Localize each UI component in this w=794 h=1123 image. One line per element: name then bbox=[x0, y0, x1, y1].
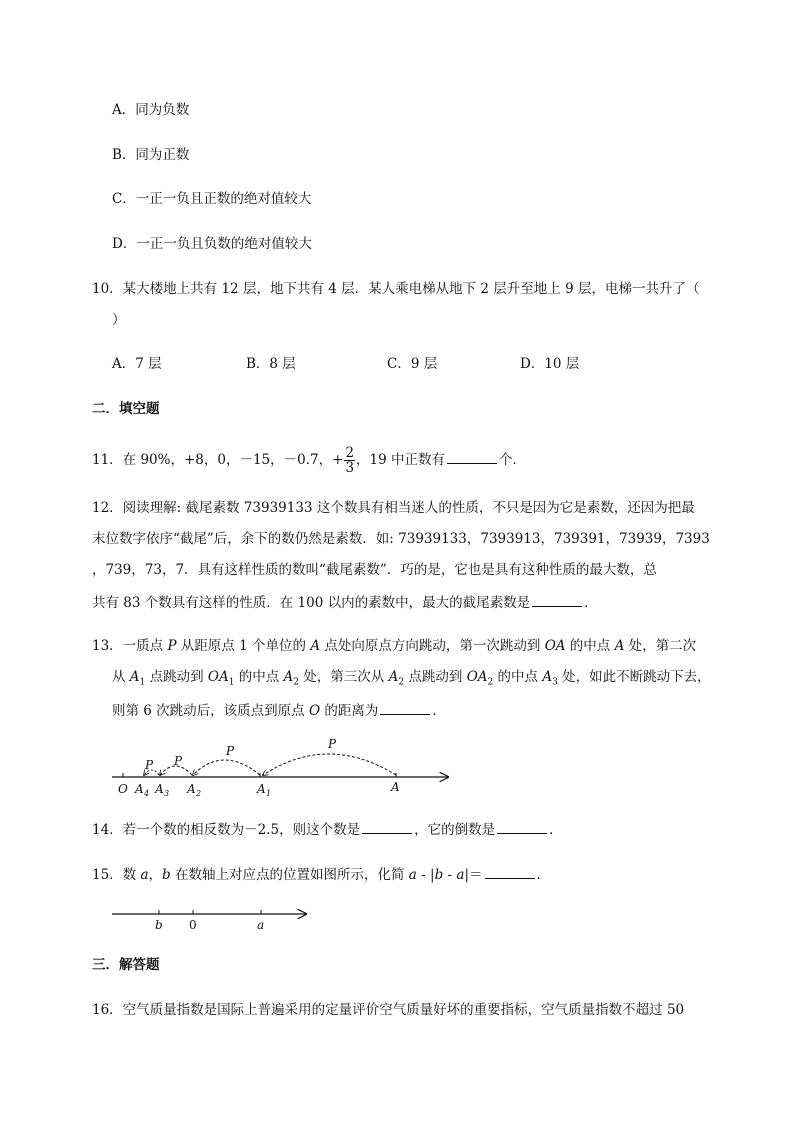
q12-line-1: 12．阅读理解: 截尾素数 73939133 这个数具有相当迷人的性质，不只是因为它是素数，还因为把最 bbox=[92, 500, 695, 516]
text: 点跳动到 bbox=[145, 669, 208, 685]
q10-option-c: C．9 层 bbox=[387, 356, 438, 372]
fraction bbox=[344, 446, 355, 475]
text: 处，第三次从 bbox=[299, 669, 389, 685]
label-p: P bbox=[145, 758, 154, 772]
q15-number-line bbox=[108, 900, 328, 936]
q9-option-d: D．一正一负且负数的绝对值较大 bbox=[112, 236, 312, 252]
subscript: 1 bbox=[139, 677, 146, 688]
var-a: a bbox=[140, 867, 149, 883]
label-a1: A bbox=[257, 782, 266, 796]
text: ． bbox=[536, 867, 550, 883]
q11-end: 个． bbox=[499, 452, 527, 468]
var-p: P bbox=[167, 638, 177, 654]
subscript: 3 bbox=[552, 677, 558, 688]
q11 bbox=[92, 446, 526, 475]
q9-option-c: C．一正一负且正数的绝对值较大 bbox=[112, 191, 312, 207]
q9-option-b: B．同为正数 bbox=[112, 147, 190, 163]
var-a: A bbox=[310, 638, 321, 654]
text: 点处向原点方向跳动，第一次跳动到 bbox=[320, 638, 545, 654]
q12-line-3: ，739，73，7．具有这样性质的数叫“截尾素数”．巧的是，它也是具有这种性质的最大数，总 bbox=[92, 562, 657, 578]
subscript: 2 bbox=[398, 677, 405, 688]
q14 bbox=[92, 819, 563, 840]
label-b: b bbox=[155, 918, 163, 932]
var-oa: OA bbox=[544, 638, 566, 654]
q11-text: 11．在 90%，+8，0，－15，－0.7，+ bbox=[92, 452, 344, 468]
text: - | bbox=[416, 867, 435, 883]
var-oa2: OA bbox=[466, 669, 488, 685]
subscript: 1 bbox=[228, 677, 235, 688]
label-a: A bbox=[391, 780, 400, 794]
q9-option-a: A．同为负数 bbox=[112, 102, 190, 118]
q13-line-2 bbox=[112, 667, 711, 693]
section-answer-heading: 三．解答题 bbox=[92, 957, 160, 973]
q13-line-3 bbox=[112, 700, 446, 721]
text: 的距离为 bbox=[320, 703, 379, 719]
text: 处，如此不断跳动下去， bbox=[557, 669, 711, 685]
var-a: a bbox=[456, 867, 465, 883]
text: ． bbox=[549, 822, 563, 838]
section-fill-in-heading: 二．填空题 bbox=[92, 401, 160, 417]
answer-blank[interactable] bbox=[485, 864, 535, 879]
label-zero: 0 bbox=[189, 918, 197, 932]
label-p: P bbox=[328, 737, 337, 751]
label-p: P bbox=[174, 754, 183, 768]
text: 从 bbox=[112, 669, 130, 685]
answer-blank[interactable] bbox=[532, 592, 582, 607]
label-o: O bbox=[118, 782, 128, 796]
label-p: P bbox=[226, 744, 235, 758]
var-a3: A bbox=[542, 669, 553, 685]
text: - bbox=[443, 867, 457, 883]
var-a: A bbox=[614, 638, 625, 654]
text: ，它的倒数是 bbox=[414, 822, 496, 838]
text: 点跳动到 bbox=[404, 669, 467, 685]
text: ， bbox=[148, 867, 163, 883]
label-a4: A bbox=[135, 782, 144, 796]
answer-blank[interactable] bbox=[447, 449, 497, 464]
q15 bbox=[92, 864, 550, 885]
q10-stem-cont: ） bbox=[112, 312, 126, 328]
label-a3: A bbox=[155, 782, 164, 796]
label-a4-sub: 4 bbox=[144, 789, 150, 798]
answer-blank[interactable] bbox=[362, 819, 412, 834]
q13-line-1 bbox=[92, 636, 696, 656]
q10-option-d: D．10 层 bbox=[520, 356, 580, 372]
var-oa1: OA bbox=[207, 669, 229, 685]
answer-blank[interactable] bbox=[380, 700, 430, 715]
text: |＝ bbox=[464, 867, 483, 883]
label-a2-sub: 2 bbox=[196, 789, 202, 798]
fraction-denominator: 3 bbox=[345, 460, 355, 476]
text: 14．若一个数的相反数为－2.5，则这个数是 bbox=[92, 822, 361, 838]
label-a: a bbox=[257, 918, 265, 932]
var-o: O bbox=[308, 703, 321, 719]
var-b: b bbox=[162, 867, 171, 883]
text: 15．数 bbox=[92, 867, 141, 883]
answer-blank[interactable] bbox=[497, 819, 547, 834]
text: 的中点 bbox=[234, 669, 284, 685]
q12-line-4 bbox=[92, 592, 598, 613]
var-a2: A bbox=[388, 669, 399, 685]
jump-arc-1 bbox=[263, 754, 396, 775]
text: 的中点 bbox=[493, 669, 543, 685]
label-a1-sub: 1 bbox=[266, 789, 272, 798]
q12-line-2: 末位数字依序“截尾”后，余下的数仍然是素数．如: 73939133，7393913，739391，73939，7393 bbox=[92, 531, 710, 547]
var-a: a bbox=[408, 867, 417, 883]
subscript: 2 bbox=[293, 677, 300, 688]
q16: 16．空气质量指数是国际上普遍采用的定量评价空气质量好坏的重要指标，空气质量指数不超过 50 bbox=[92, 1002, 685, 1018]
jump-arc-2 bbox=[193, 760, 260, 775]
q12-line-4-text: 共有 83 个数具有这样的性质．在 100 以内的素数中，最大的截尾素数是 bbox=[92, 595, 531, 611]
text: 则第 6 次跳动后，该质点到原点 bbox=[112, 703, 309, 719]
var-a2: A bbox=[283, 669, 294, 685]
text: 处，第二次 bbox=[624, 638, 697, 654]
subscript: 2 bbox=[487, 677, 494, 688]
label-a2: A bbox=[187, 782, 196, 796]
text: 的中点 bbox=[565, 638, 615, 654]
text: 13．一质点 bbox=[92, 638, 168, 654]
text: ． bbox=[432, 703, 446, 719]
var-a1: A bbox=[129, 669, 140, 685]
var-b: b bbox=[434, 867, 444, 883]
q10-option-b: B．8 层 bbox=[246, 356, 296, 372]
q11-text-2: ，19 中正数有 bbox=[356, 452, 446, 468]
q10-option-a: A．7 层 bbox=[112, 356, 162, 372]
text: 从距原点 1 个单位的 bbox=[176, 638, 311, 654]
text: 在数轴上对应点的位置如图所示，化简 bbox=[170, 867, 409, 883]
label-a3-sub: 3 bbox=[164, 789, 170, 798]
q10-stem: 10．某大楼地上共有 12 层，地下共有 4 层．某人乘电梯从地下 2 层升至地上 9 层，电梯一共升了（ bbox=[92, 281, 700, 297]
q12-end: ． bbox=[584, 595, 598, 611]
fraction-numerator: 2 bbox=[345, 445, 355, 461]
number-line-diagram bbox=[108, 735, 468, 799]
